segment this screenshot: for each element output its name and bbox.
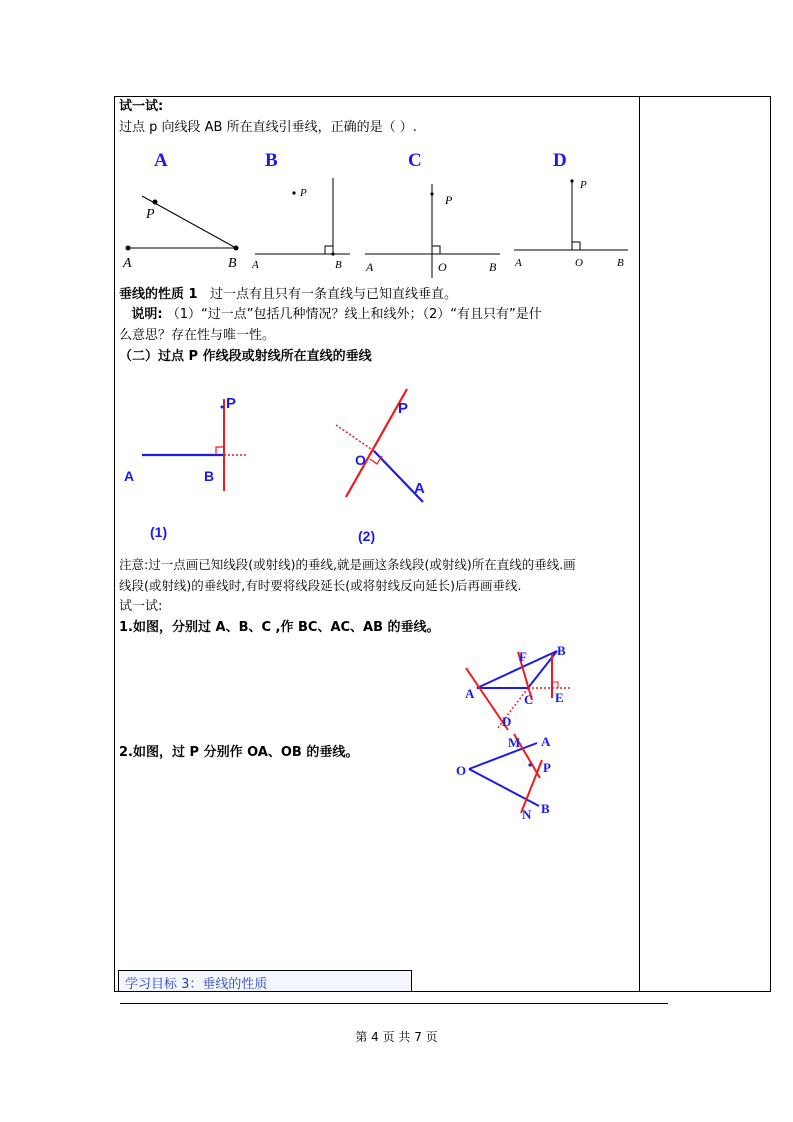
property-note-line1	[119, 307, 542, 323]
note-text-1: （1）“过一点”包括几种情况？线上和线外；（2）“有且只有”是什	[166, 307, 542, 322]
option-b-label-b: B	[335, 259, 342, 271]
option-b-label-a: A	[252, 259, 259, 271]
ex2-label-n: N	[522, 807, 532, 822]
option-d-letter: D	[553, 150, 567, 171]
ex2-label-o: O	[456, 763, 467, 778]
fig2-label-p: P	[398, 400, 409, 417]
fig1-label-a: A	[124, 468, 135, 484]
ex1-label-c: C	[524, 692, 534, 707]
figure-2	[330, 385, 440, 550]
fig2-label-o: O	[355, 452, 366, 468]
question-text: 过点 p 向线段 AB 所在直线引垂线，正确的是（ ）.	[119, 120, 417, 135]
option-a-figure	[118, 146, 248, 272]
learning-goal-box	[118, 970, 412, 992]
try-heading-2: 试一试:	[119, 599, 163, 614]
option-b-letter: B	[265, 150, 278, 171]
ex1-label-a: A	[465, 686, 475, 701]
option-b-figure	[250, 146, 355, 272]
option-c-label-a: A	[366, 260, 374, 274]
option-c-label-p: P	[445, 193, 453, 207]
option-d-label-o: O	[575, 257, 583, 269]
ex1-label-e: E	[555, 690, 564, 705]
fig1-label-b: B	[204, 468, 215, 484]
fig2-label-a: A	[414, 480, 425, 497]
option-a-label-a: A	[123, 256, 132, 271]
learning-goal-label: 学习目标 3：垂线的性质	[125, 977, 268, 992]
try-heading-1: 试一试:	[119, 99, 164, 114]
option-a-label-b: B	[228, 256, 237, 271]
ex1-label-f: F	[519, 649, 527, 664]
ex1-label-d: D	[502, 714, 512, 729]
option-d-figure	[512, 146, 632, 272]
ex1-label-b: B	[557, 643, 566, 658]
side-cell	[640, 96, 771, 992]
exercise-1-text: 1.如图，分别过 A、B、C ,作 BC、AC、AB 的垂线。	[119, 620, 440, 635]
option-d-label-p: P	[580, 179, 587, 191]
ex2-label-m: M	[508, 735, 521, 750]
ex2-label-b: B	[541, 801, 550, 816]
option-d-label-a: A	[515, 257, 522, 269]
property-note-line2: 么意思？存在性与唯一性。	[119, 328, 276, 343]
property-title: 垂线的性质 1	[119, 287, 198, 302]
page-number: 第 4 页 共 7 页	[355, 1030, 438, 1044]
option-c-letter: C	[408, 150, 422, 171]
property-line	[119, 287, 457, 303]
option-c-label-b: B	[489, 260, 497, 274]
option-b-label-p: P	[300, 187, 307, 199]
figure-1	[118, 385, 268, 550]
section2-title: （二）过点 P 作线段或射线所在直线的垂线	[119, 349, 372, 364]
option-c-figure	[362, 146, 504, 276]
fig2-caption: (2)	[358, 528, 376, 544]
exercise-2-text: 2.如图，过 P 分别作 OA、OB 的垂线。	[119, 745, 359, 760]
section2-note-line2: 线段(或射线)的垂线时,有时要将线段延长(或将射线反向延长)后再画垂线.	[119, 578, 522, 593]
note-label: 说明:	[131, 307, 163, 322]
option-c-label-o: O	[438, 260, 447, 274]
ex2-label-a: A	[541, 734, 551, 749]
option-a-letter: A	[154, 150, 168, 171]
fig1-label-p: P	[226, 395, 237, 412]
section2-note-line1: 注意:过一点画已知线段(或射线)的垂线,就是画这条线段(或射线)所在直线的垂线.画	[119, 557, 576, 572]
fig1-caption: (1)	[150, 524, 168, 540]
exercise-1-figure	[460, 640, 580, 740]
property-statement: 过一点有且只有一条直线与已知直线垂直。	[209, 287, 457, 302]
option-d-label-b: B	[617, 257, 624, 269]
footer-rule	[120, 1003, 668, 1004]
ex2-label-p: P	[543, 760, 551, 775]
option-a-label-p: P	[146, 207, 155, 222]
exercise-2-figure	[452, 728, 562, 824]
